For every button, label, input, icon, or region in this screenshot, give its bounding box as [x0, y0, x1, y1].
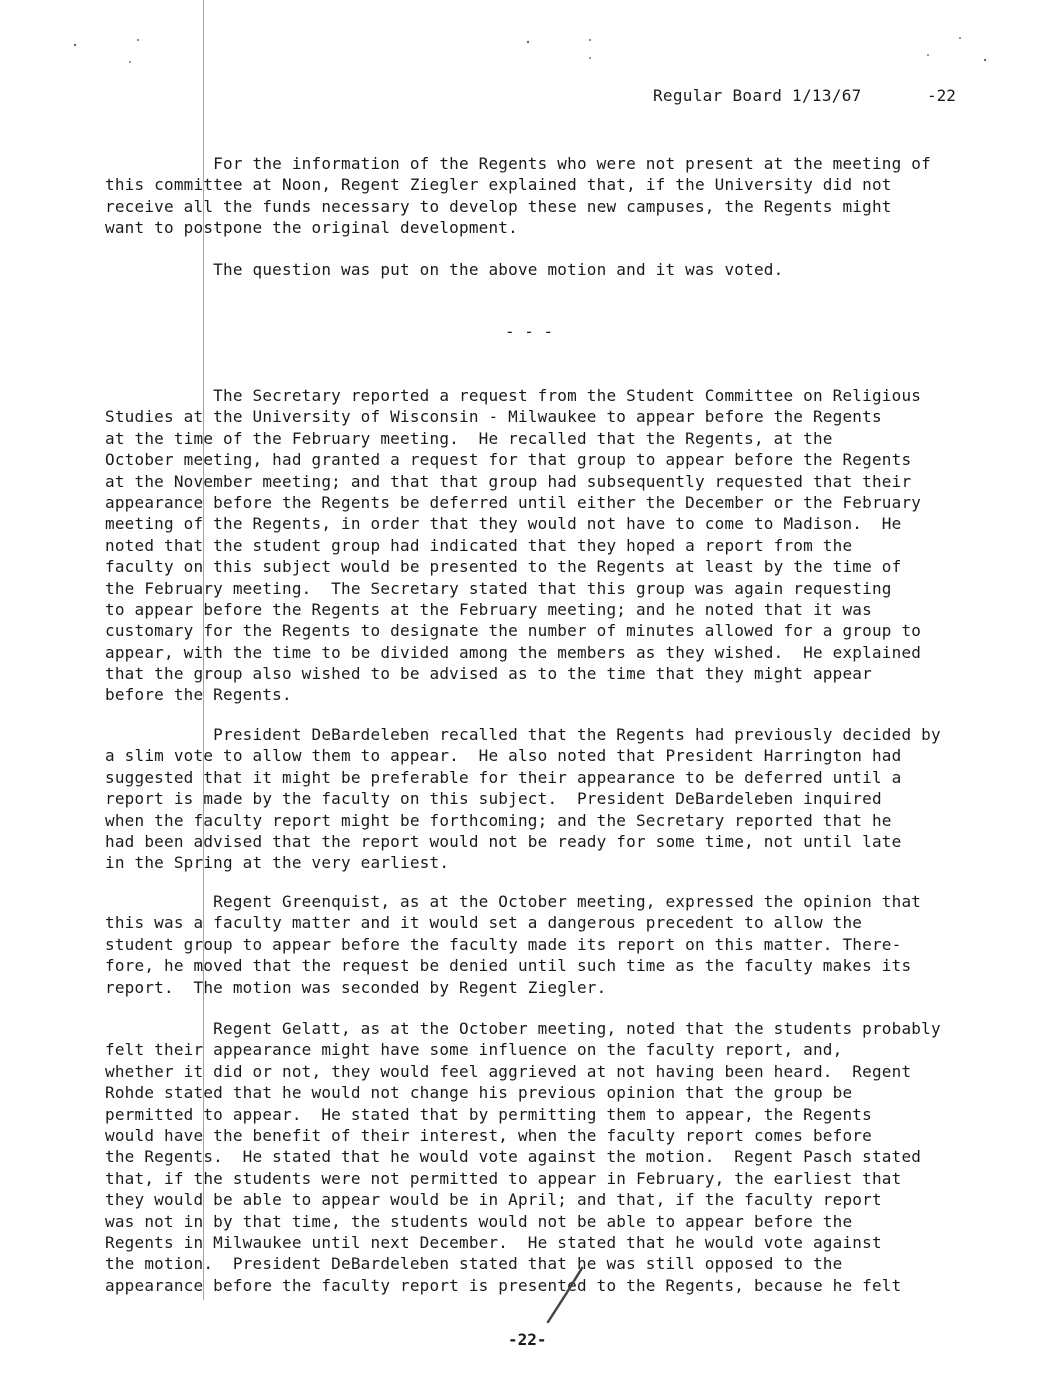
text-line: at the time of the February meeting. He recalled that the Regents, at the	[105, 428, 833, 448]
text-line: receive all the funds necessary to develop these new campuses, the Regents might	[105, 196, 892, 216]
text-line: For the information of the Regents who were not present at the meeting of	[105, 154, 931, 173]
paragraph-6	[105, 1018, 995, 1296]
text-line: this was a faculty matter and it would set a dangerous precedent to allow the	[105, 913, 863, 933]
text-line: The Secretary reported a request from the Student Committee on Religious	[105, 386, 922, 405]
page-header-title: Regular Board 1/13/67	[653, 86, 862, 105]
text-line: when the faculty report might be forthcoming; and the Secretary reported that he	[105, 810, 892, 830]
text-line: a slim vote to allow them to appear. He also noted that President Harrington had	[105, 746, 902, 766]
text-line: at the November meeting; and that that group had subsequently requested that their	[105, 471, 912, 491]
text-line: want to postpone the original development.	[105, 218, 518, 238]
text-line: Regents in Milwaukee until next December. He stated that he would vote against	[105, 1232, 882, 1252]
scan-specks	[0, 0, 1051, 80]
text-line: customary for the Regents to designate the number of minutes allowed for a group to	[105, 621, 922, 641]
text-line: October meeting, had granted a request for that group to appear before the Regents	[105, 450, 912, 470]
text-line: appearance before the faculty report is presented to the Regents, because he felt	[105, 1275, 902, 1295]
text-line: had been advised that the report would not be ready for some time, not until late	[105, 831, 902, 851]
text-line: was not in by that time, the students would not be able to appear before the	[105, 1211, 853, 1231]
text-line: felt their appearance might have some influence on the faculty report, and,	[105, 1040, 843, 1060]
section-separator: - - -	[505, 322, 554, 341]
text-line: The question was put on the above motion and it was voted.	[105, 260, 784, 279]
text-line: that the group also wished to be advised as to the time that they might appear	[105, 664, 872, 684]
text-line: Rohde stated that he would not change his previous opinion that the group be	[105, 1083, 853, 1103]
text-line: noted that the student group had indicated that they hoped a report from the	[105, 535, 853, 555]
text-line: Studies at the University of Wisconsin - Milwaukee to appear before the Regents	[105, 407, 882, 427]
paragraph-2	[105, 259, 995, 280]
text-line: fore, he moved that the request be denied until such time as the faculty makes its	[105, 956, 912, 976]
text-line: report. The motion was seconded by Regent Ziegler.	[105, 977, 607, 997]
text-line: that, if the students were not permitted to appear in February, the earliest that	[105, 1168, 902, 1188]
text-line: permitted to appear. He stated that by permitting them to appear, the Regents	[105, 1104, 872, 1124]
page-footer-number: -22-	[508, 1330, 547, 1349]
page-header-number: -22	[927, 86, 956, 105]
text-line: suggested that it might be preferable for their appearance to be deferred until a	[105, 767, 902, 787]
text-line: appear, with the time to be divided among the members as they wished. He explained	[105, 642, 922, 662]
text-line: the motion. President DeBardeleben stated that he was still opposed to the	[105, 1254, 843, 1274]
text-line: to appear before the Regents at the February meeting; and he noted that it was	[105, 599, 872, 619]
text-line: appearance before the Regents be deferred until either the December or the February	[105, 492, 922, 512]
text-line: Regent Gelatt, as at the October meeting, noted that the students probably	[105, 1019, 941, 1038]
paragraph-4	[105, 724, 995, 874]
text-line: before the Regents.	[105, 685, 292, 705]
text-line: they would be able to appear would be in April; and that, if the faculty report	[105, 1190, 882, 1210]
text-line: student group to appear before the faculty made its report on this matter. There-	[105, 934, 902, 954]
text-line: in the Spring at the very earliest.	[105, 853, 450, 873]
text-line: this committee at Noon, Regent Ziegler explained that, if the University did not	[105, 175, 892, 195]
paragraph-3	[105, 385, 995, 706]
text-line: whether it did or not, they would feel aggrieved at not having been heard. Regent	[105, 1061, 912, 1081]
text-line: President DeBardeleben recalled that the Regents had previously decided by	[105, 725, 941, 744]
text-line: the February meeting. The Secretary stated that this group was again requesting	[105, 578, 892, 598]
text-line: the Regents. He stated that he would vote against the motion. Regent Pasch stated	[105, 1147, 922, 1167]
text-line: report is made by the faculty on this subject. President DeBardeleben inquired	[105, 789, 882, 809]
paragraph-1	[105, 153, 995, 239]
paragraph-5	[105, 891, 995, 998]
text-line: Regent Greenquist, as at the October meeting, expressed the opinion that	[105, 892, 922, 911]
text-line: faculty on this subject would be presented to the Regents at least by the time of	[105, 557, 902, 577]
text-line: would have the benefit of their interest, when the faculty report comes before	[105, 1125, 872, 1145]
text-line: meeting of the Regents, in order that they would not have to come to Madison. He	[105, 514, 902, 534]
